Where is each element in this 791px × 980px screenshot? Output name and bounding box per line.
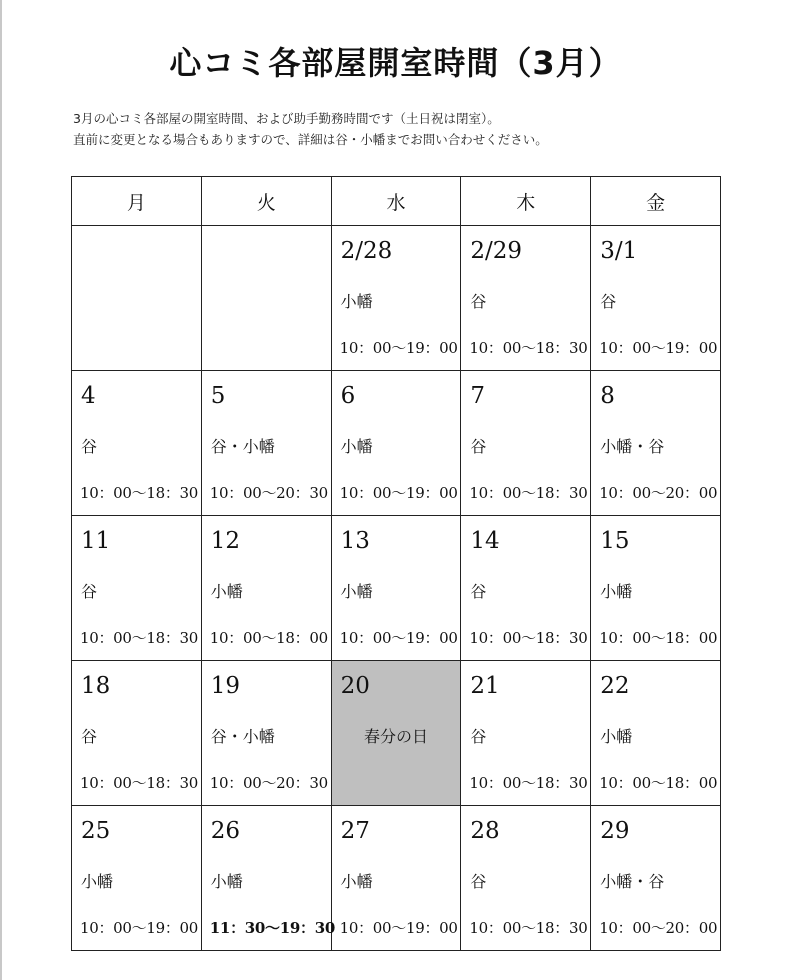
open-hours: 10：00〜18：30 [80, 774, 199, 792]
weekday-header: 金 [591, 177, 721, 226]
open-hours: 10：00〜18：00 [599, 629, 718, 647]
calendar-day-cell [461, 516, 591, 661]
calendar-day-cell [72, 806, 202, 951]
calendar-day-cell [72, 371, 202, 516]
staff-name: 谷 [470, 437, 487, 456]
open-hours: 10：00〜18：00 [599, 774, 718, 792]
day-number: 11 [81, 528, 111, 554]
staff-name: 谷・小幡 [210, 437, 275, 456]
day-number: 29 [600, 818, 630, 844]
day-number: 28 [470, 818, 500, 844]
day-number: 13 [340, 528, 370, 554]
open-hours: 10：00〜20：00 [599, 919, 718, 937]
calendar-day-cell [591, 371, 721, 516]
staff-name: 小幡・谷 [600, 872, 665, 891]
staff-name: 小幡 [340, 292, 373, 311]
staff-name: 小幡・谷 [600, 437, 665, 456]
open-hours: 10：00〜18：30 [469, 339, 588, 357]
calendar-day-cell [591, 661, 721, 806]
weekday-header: 月 [72, 177, 202, 226]
open-hours: 10：00〜18：30 [469, 484, 588, 502]
day-number: 21 [470, 673, 500, 699]
calendar-week-row [72, 661, 721, 806]
day-number: 15 [600, 528, 630, 554]
calendar-day-cell [201, 661, 331, 806]
page-title: 心コミ各部屋開室時間（3月） [169, 44, 622, 82]
day-number: 20 [340, 673, 370, 699]
open-hours: 10：00〜18：30 [80, 484, 199, 502]
open-hours: 10：00〜19：00 [339, 339, 458, 357]
open-hours: 10：00〜18：30 [469, 774, 588, 792]
calendar-day-cell [201, 226, 331, 371]
open-hours: 11：30〜19：30 [209, 919, 335, 937]
calendar-day-cell [72, 226, 202, 371]
day-number: 25 [81, 818, 111, 844]
open-hours: 10：00〜20：30 [209, 774, 328, 792]
staff-name: 小幡 [340, 872, 373, 891]
intro-line: 直前に変更となる場合もありますので、詳細は谷・小幡までお問い合わせください。 [73, 132, 548, 147]
calendar-day-cell [201, 371, 331, 516]
intro-line: 3月の心コミ各部屋の開室時間、および助手勤務時間です（土日祝は閉室）。 [73, 111, 500, 126]
calendar-day-cell [591, 806, 721, 951]
calendar-week-row [72, 516, 721, 661]
day-number: 8 [600, 383, 615, 409]
calendar-day-cell [331, 226, 461, 371]
day-number: 26 [210, 818, 241, 844]
day-number: 14 [470, 528, 500, 554]
staff-name: 小幡 [340, 437, 373, 456]
open-hours: 10：00〜19：00 [339, 919, 458, 937]
day-number: 5 [210, 383, 226, 409]
calendar-day-cell [331, 516, 461, 661]
open-hours: 10：00〜18：30 [80, 629, 199, 647]
staff-name: 谷 [81, 727, 98, 746]
calendar-day-cell [461, 806, 591, 951]
calendar-day-cell [72, 661, 202, 806]
open-hours: 10：00〜19：00 [599, 339, 718, 357]
calendar-body [72, 226, 721, 951]
staff-name: 谷 [470, 727, 487, 746]
day-number: 27 [340, 818, 370, 844]
calendar-day-cell [331, 371, 461, 516]
open-hours: 10：00〜19：00 [339, 629, 458, 647]
calendar-day-cell [331, 806, 461, 951]
intro-text [73, 108, 548, 150]
staff-name: 小幡 [600, 727, 633, 746]
open-hours: 10：00〜18：30 [469, 919, 588, 937]
holiday-name: 春分の日 [363, 727, 428, 746]
day-number: 2/28 [340, 238, 393, 264]
calendar-day-cell [461, 661, 591, 806]
staff-name: 谷 [81, 437, 98, 456]
calendar-day-cell [591, 516, 721, 661]
weekday-header: 火 [201, 177, 331, 226]
staff-name: 小幡 [210, 582, 243, 601]
day-number: 2/29 [470, 238, 523, 264]
day-number: 4 [81, 383, 96, 409]
page-edge-rule [0, 0, 2, 980]
open-hours: 10：00〜19：00 [80, 919, 199, 937]
calendar-table [71, 176, 721, 951]
weekday-header: 木 [461, 177, 591, 226]
calendar-week-row [72, 371, 721, 516]
open-hours: 10：00〜18：30 [469, 629, 588, 647]
staff-name: 谷 [470, 872, 487, 891]
staff-name: 小幡 [340, 582, 373, 601]
open-hours: 10：00〜18：00 [209, 629, 328, 647]
day-number: 7 [470, 383, 486, 409]
open-hours: 10：00〜20：30 [209, 484, 328, 502]
day-number: 6 [340, 383, 356, 409]
calendar-day-cell [461, 371, 591, 516]
staff-name: 小幡 [600, 582, 633, 601]
staff-name: 小幡 [81, 872, 114, 891]
calendar-day-cell [461, 226, 591, 371]
calendar-week-row [72, 226, 721, 371]
day-number: 12 [210, 528, 241, 554]
calendar-day-cell [591, 226, 721, 371]
staff-name: 小幡 [210, 872, 243, 891]
day-number: 22 [600, 673, 630, 699]
staff-name: 谷 [470, 292, 487, 311]
open-hours: 10：00〜20：00 [599, 484, 718, 502]
day-number: 19 [210, 673, 241, 699]
calendar-day-cell [72, 516, 202, 661]
staff-name: 谷・小幡 [210, 727, 275, 746]
calendar-day-cell-holiday [331, 661, 461, 806]
day-number: 3/1 [600, 238, 638, 264]
staff-name: 谷 [600, 292, 617, 311]
calendar-day-cell [201, 806, 335, 951]
open-hours: 10：00〜19：00 [339, 484, 458, 502]
weekday-header: 水 [331, 177, 461, 226]
calendar-day-cell [201, 516, 331, 661]
weekday-header-row [72, 177, 721, 226]
day-number: 18 [81, 673, 111, 699]
calendar-week-row [72, 806, 721, 951]
staff-name: 谷 [81, 582, 98, 601]
staff-name: 谷 [470, 582, 487, 601]
